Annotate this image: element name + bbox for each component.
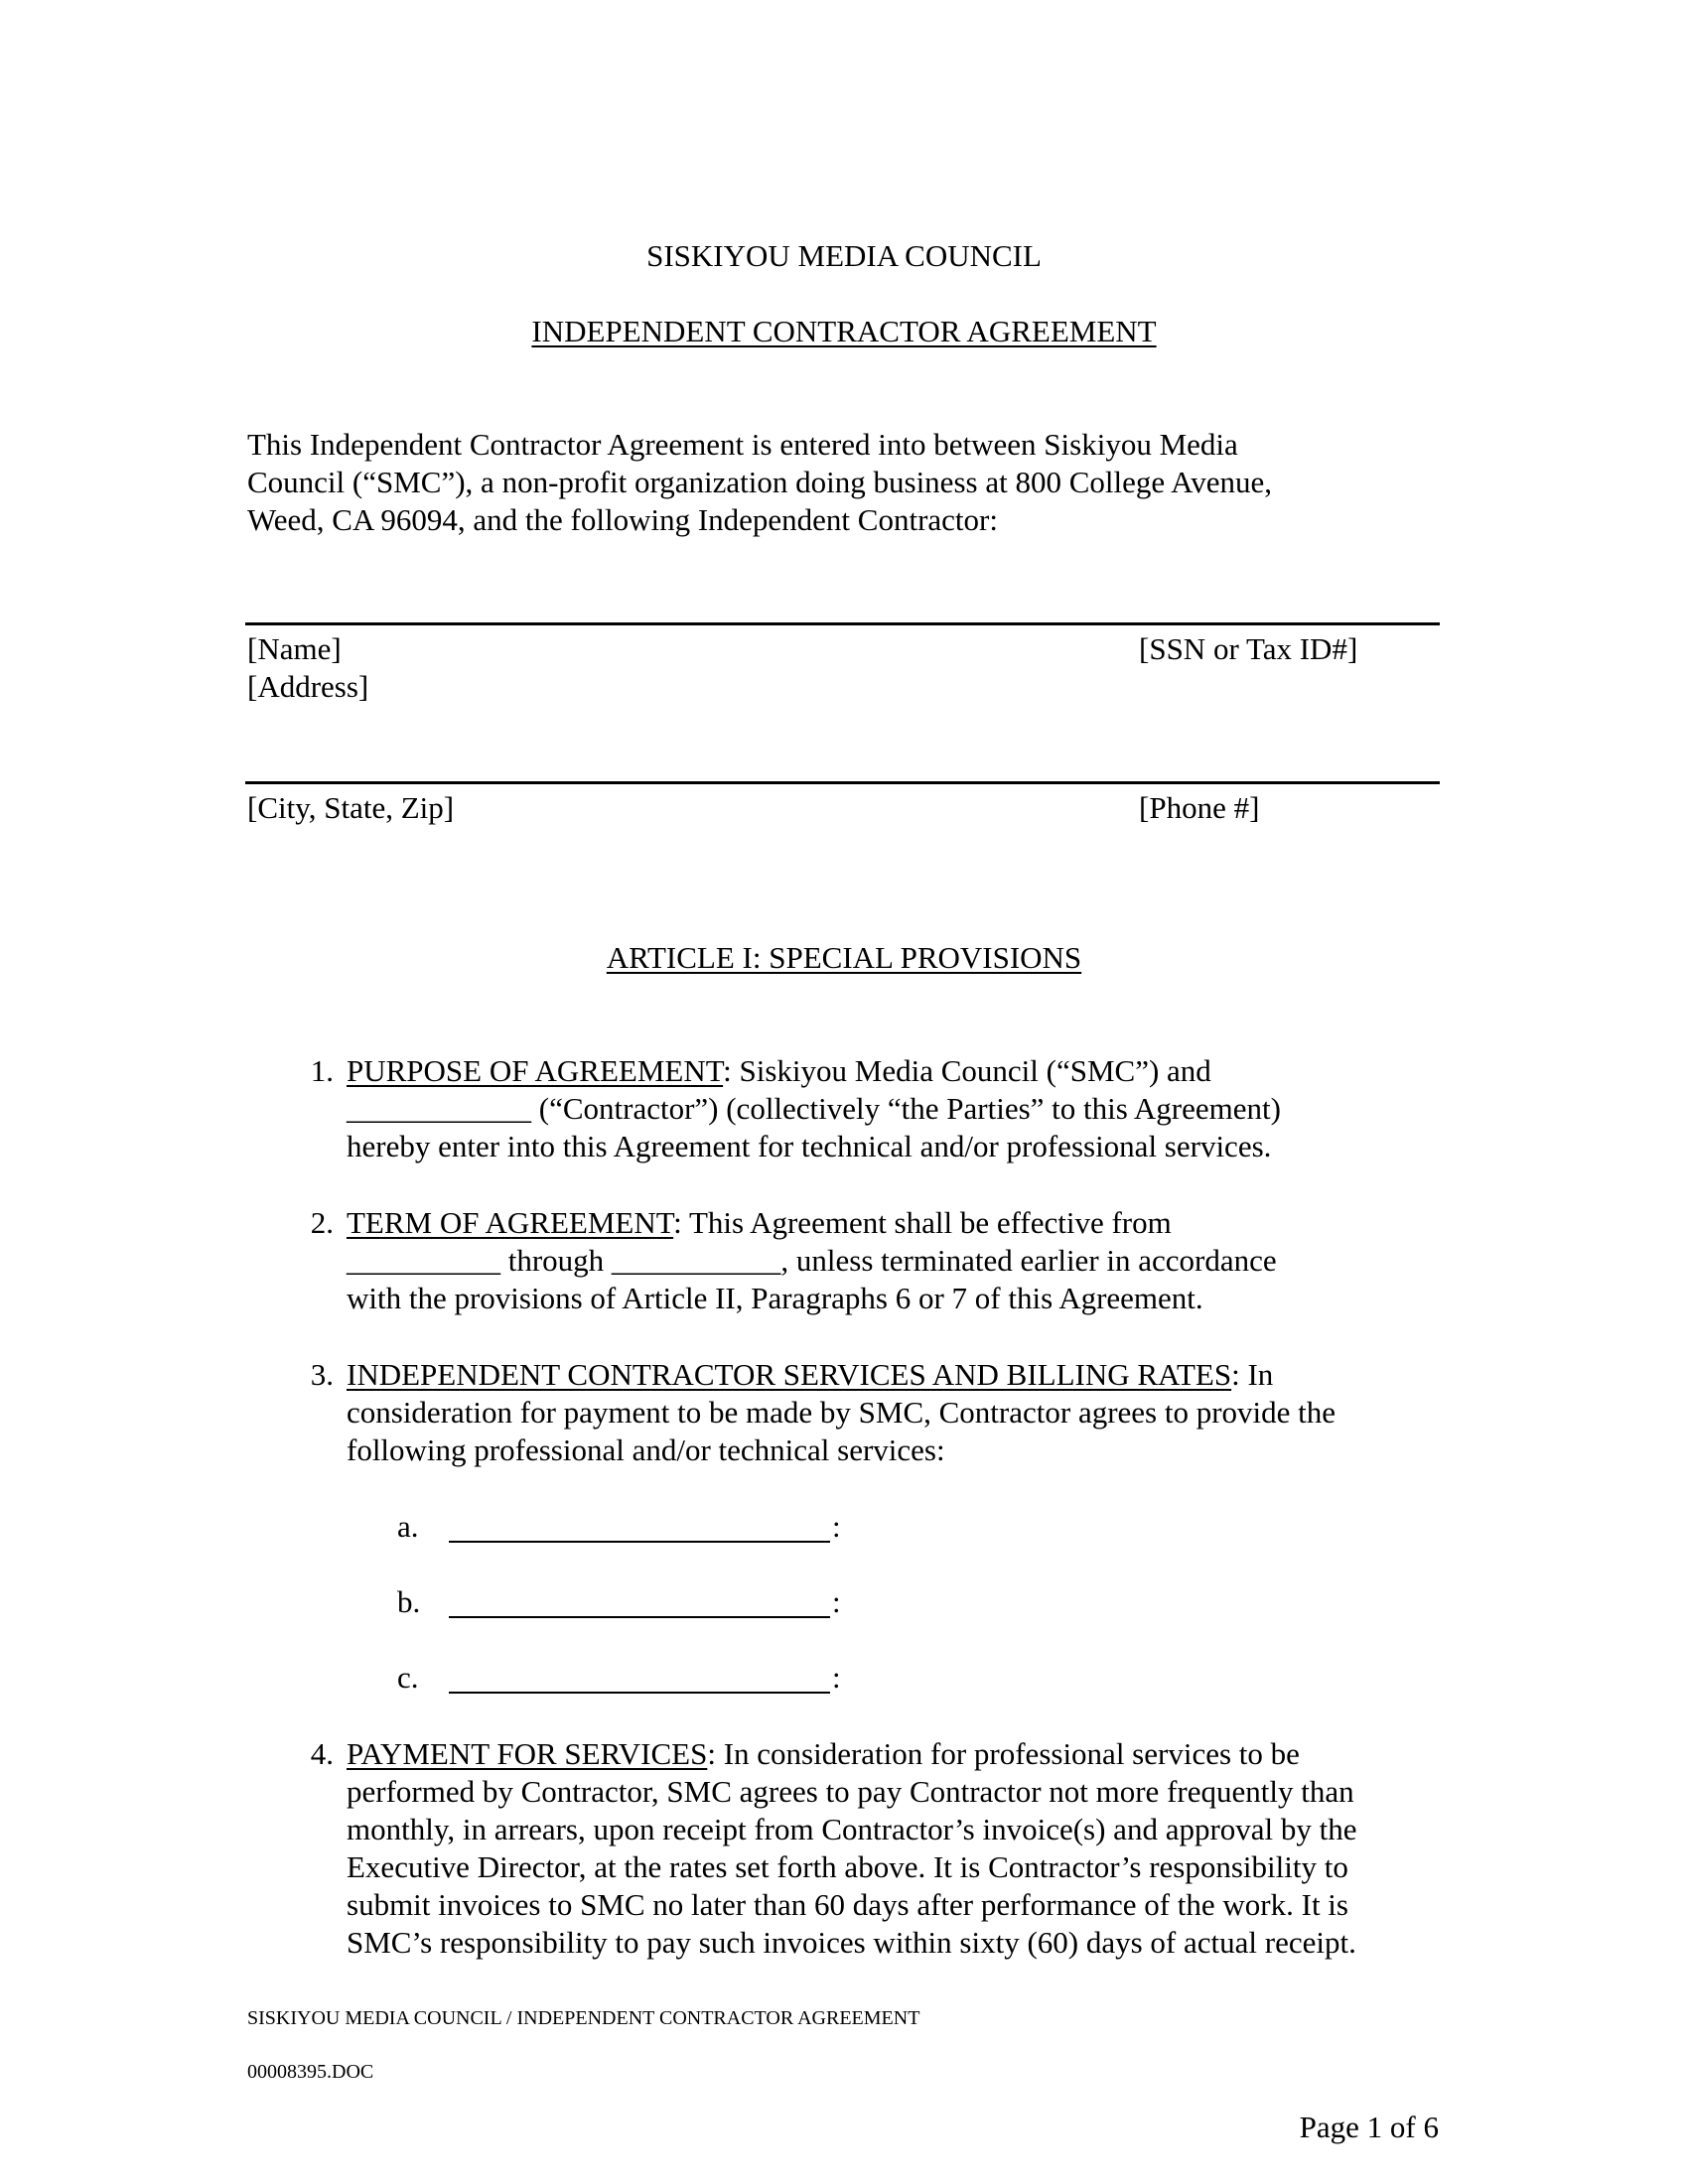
org-title: SISKIYOU MEDIA COUNCIL [646, 238, 1042, 273]
clause-line: monthly, in arrears, upon receipt from Contractor’s invoice(s) and approval by the [347, 1812, 1357, 1846]
signature-rule-bottom [245, 781, 1440, 784]
intro-paragraph [247, 426, 1488, 539]
clause-line: hereby enter into this Agreement for technical and/or professional services. [347, 1129, 1272, 1163]
service-colon: : [832, 1584, 841, 1619]
clause-line: ____________ (“Contractor”) (collectively “the Parties” to this Agreement) [347, 1091, 1281, 1126]
item-number: 1. [310, 1053, 334, 1088]
item-number: 2. [310, 1205, 334, 1240]
intro-line: This Independent Contractor Agreement is entered into between Siskiyou Media [247, 427, 1238, 462]
clause-line: consideration for payment to be made by SMC, Contractor agrees to provide the [347, 1395, 1336, 1430]
clause-line: : Siskiyou Media Council (“SMC”) and [723, 1053, 1211, 1088]
clause-line: with the provisions of Article II, Paragraphs 6 or 7 of this Agreement. [347, 1281, 1203, 1315]
clause-line: performed by Contractor, SMC agrees to pay Contractor not more frequently than [347, 1774, 1354, 1809]
service-colon: : [832, 1660, 841, 1695]
footer-doc-id: 00008395.DOC [247, 2061, 374, 2083]
clause-line: __________ through ___________, unless terminated earlier in accordance [347, 1243, 1277, 1278]
term-of-agreement-clause [347, 1204, 1277, 1317]
name-label: [Name] [247, 631, 342, 666]
intro-line: Weed, CA 96094, and the following Independent Contractor: [247, 502, 998, 537]
article-title-text: ARTICLE I: SPECIAL PROVISIONS [606, 940, 1082, 975]
service-blank-line[interactable] [449, 1692, 830, 1694]
doc-title-text: INDEPENDENT CONTRACTOR AGREEMENT [531, 314, 1157, 348]
clause-line: SMC’s responsibility to pay such invoices within sixty (60) days of actual receipt. [347, 1925, 1356, 1960]
clause-line: Executive Director, at the rates set forth above. It is Contractor’s responsibility to [347, 1849, 1348, 1884]
purpose-of-agreement-clause [347, 1052, 1281, 1165]
city-state-zip-label: [City, State, Zip] [247, 790, 455, 825]
page-number: Page 1 of 6 [1299, 2110, 1439, 2144]
item-number: 4. [310, 1736, 334, 1771]
doc-title [0, 313, 1688, 350]
services-and-billing-clause [347, 1356, 1336, 1469]
clause-line: following professional and/or technical services: [347, 1433, 945, 1467]
phone-label: [Phone #] [1139, 790, 1260, 825]
clause-line: : This Agreement shall be effective from [673, 1205, 1172, 1240]
footer-running-title: SISKIYOU MEDIA COUNCIL / INDEPENDENT CONTRACTOR AGREEMENT [247, 2007, 920, 2029]
clause-heading: PURPOSE OF AGREEMENT [347, 1053, 724, 1088]
item-number: 3. [310, 1357, 334, 1392]
service-letter: a. [397, 1509, 419, 1544]
clause-heading: PAYMENT FOR SERVICES [347, 1736, 708, 1771]
address-label: [Address] [247, 669, 369, 704]
intro-line: Council (“SMC”), a non-profit organization doing business at 800 College Avenue, [247, 465, 1273, 499]
clause-line: : In [1231, 1357, 1274, 1392]
service-blank-line[interactable] [449, 1541, 830, 1543]
clause-line: submit invoices to SMC no later than 60 days after performance of the work. It is [347, 1887, 1348, 1922]
article-title [0, 939, 1688, 977]
service-blank-line[interactable] [449, 1616, 830, 1618]
tax-id-label: [SSN or Tax ID#] [1139, 631, 1358, 666]
service-letter: c. [397, 1660, 419, 1695]
clause-line: : In consideration for professional services to be [707, 1736, 1300, 1771]
service-letter: b. [397, 1584, 421, 1619]
clause-heading: TERM OF AGREEMENT [347, 1205, 674, 1240]
signature-rule-top [245, 622, 1440, 625]
payment-for-services-clause [347, 1735, 1357, 1962]
clause-heading: INDEPENDENT CONTRACTOR SERVICES AND BILLING RATES [347, 1357, 1232, 1392]
service-colon: : [832, 1509, 841, 1544]
